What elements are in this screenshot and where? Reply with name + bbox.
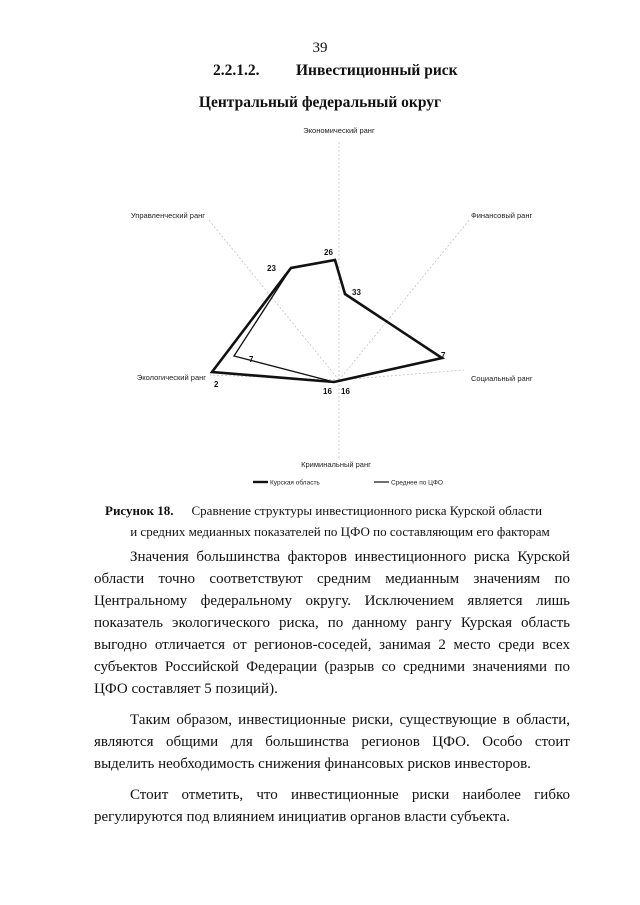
axis-line-management xyxy=(208,219,339,380)
axis-label-management: Управленческий ранг xyxy=(130,211,205,220)
paragraph: Стоит отметить, что инвестиционные риски наиболее гибко регулируются под влиянием инициатив органов власти субъекта. xyxy=(94,787,570,825)
value-label-criminal-kursk: 16 xyxy=(341,387,350,396)
axis-label-financial: Финансовый ранг xyxy=(471,211,533,220)
body-text xyxy=(94,546,570,837)
axis-label-ecological: Экологический ранг xyxy=(136,373,206,382)
figure-label: Рисунок 18. xyxy=(105,503,174,518)
value-label-criminal-cfo: 16 xyxy=(323,387,332,396)
section-number: 2.2.1.2. xyxy=(213,62,260,79)
radar-grid xyxy=(208,140,470,458)
figure-caption xyxy=(105,500,565,542)
value-label-management: 23 xyxy=(267,264,276,273)
legend-label-kursk: Курская область xyxy=(270,479,320,487)
value-label-ecological-cfo: 7 xyxy=(249,355,254,364)
axis-line-social xyxy=(339,370,464,380)
radar-chart xyxy=(0,118,640,490)
value-label-financial: 33 xyxy=(352,288,361,297)
value-label-ecological-kursk: 2 xyxy=(214,380,219,389)
legend-label-cfo: Среднее по ЦФО xyxy=(391,479,443,487)
paragraph: Значения большинства факторов инвестиционного риска Курской области точно соответствуют средним медианным значениям по Центральному федеральному округу. Исключением является лишь показатель экологического риска, по данному рангу Курская область выгодно отличается от регионов-соседей, занимая 2 место среди всех субъектов Российской Федерации (разрыв со средними значениями по ЦФО составляет 5 позиций). xyxy=(94,549,570,697)
value-label-economic: 26 xyxy=(324,248,333,257)
axis-label-social: Социальный ранг xyxy=(471,374,533,383)
value-label-social: 7 xyxy=(441,351,446,360)
caption-line-1: Сравнение структуры инвестиционного риска Курской области xyxy=(191,503,543,518)
axis-label-criminal: Криминальный ранг xyxy=(301,460,371,469)
figure-subtitle: Центральный федеральный округ xyxy=(198,94,442,111)
page-number: 39 xyxy=(312,40,328,56)
paragraph: Таким образом, инвестиционные риски, существующие в области, являются общими для большинства регионов ЦФО. Особо стоит выделить необходимость снижения финансовых рисков инвесторов. xyxy=(94,712,570,772)
section-title: Инвестиционный риск xyxy=(296,62,458,79)
axis-line-financial xyxy=(339,219,470,380)
axis-label-economic: Экономический ранг xyxy=(303,126,375,135)
series-kursk-region xyxy=(212,260,442,382)
chart-legend xyxy=(253,479,443,487)
caption-line-2: и средних медианных показателей по ЦФО по составляющим его факторам xyxy=(130,524,550,539)
